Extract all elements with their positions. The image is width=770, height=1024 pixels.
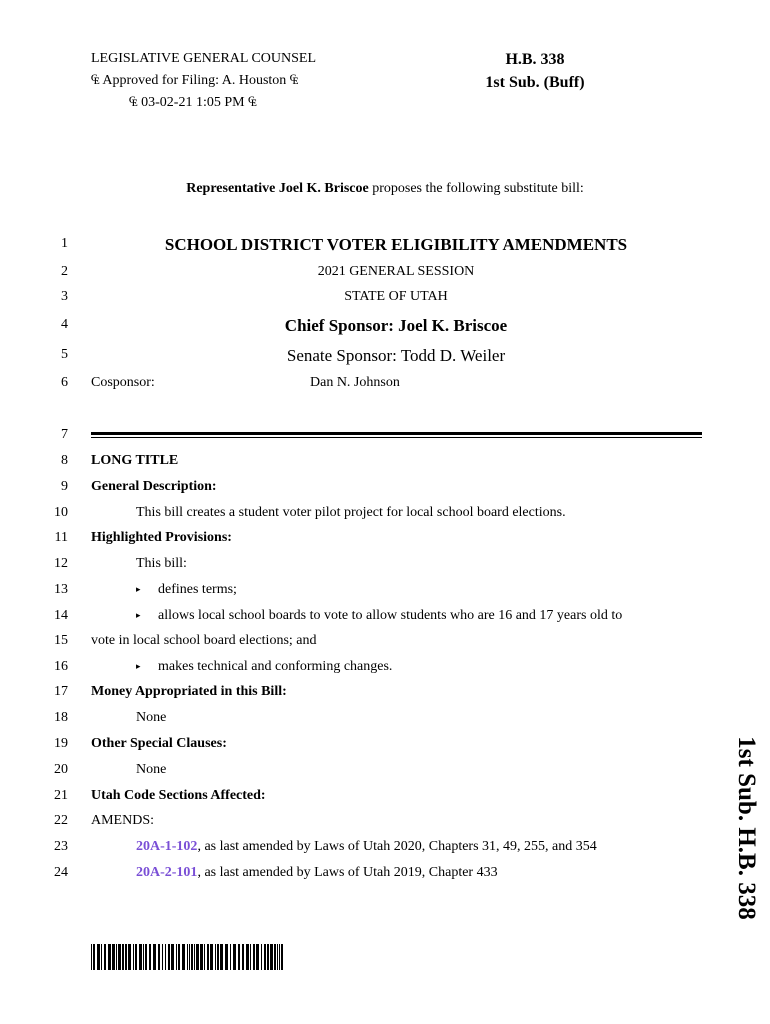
general-description-heading: General Description:	[91, 479, 217, 494]
session-label: 2021 GENERAL SESSION	[317, 264, 475, 279]
intro-sponsor: Representative Joel K. Briscoe	[186, 181, 369, 196]
line-number: 5	[61, 347, 68, 362]
barcode-bar	[112, 944, 115, 970]
line-number: 11	[54, 530, 68, 545]
barcode-bar	[230, 944, 231, 970]
senate-sponsor: Senate Sponsor: Todd D. Weiler	[286, 346, 506, 365]
barcode-bar	[191, 944, 193, 970]
barcode-bar	[162, 944, 163, 970]
barcode-bar	[250, 944, 251, 970]
line-number: 2	[61, 264, 68, 279]
barcode-bar	[242, 944, 244, 970]
barcode-bar	[116, 944, 117, 970]
line-number: 18	[54, 710, 68, 725]
amended-section: 20A-1-102, as last amended by Laws of Utah 2020, Chapters 31, 49, 255, and 354	[136, 839, 597, 854]
barcode-bar	[122, 944, 124, 970]
money-appropriated-heading: Money Appropriated in this Bill:	[91, 684, 287, 699]
amends-label: AMENDS:	[91, 813, 155, 828]
amended-section: 20A-2-101, as last amended by Laws of Utah 2019, Chapter 433	[136, 865, 498, 880]
general-description-text: This bill creates a student voter pilot project for local school board elections.	[136, 505, 566, 520]
barcode-bar	[215, 944, 216, 970]
barcode-bar	[200, 944, 203, 970]
line-number: 7	[61, 427, 68, 442]
barcode-bar	[153, 944, 156, 970]
special-clauses-value: None	[136, 762, 167, 777]
line-number: 21	[54, 788, 68, 803]
code-section-link[interactable]: 20A-2-101	[136, 865, 198, 880]
line-number: 1	[61, 236, 68, 251]
line-number: 20	[54, 762, 68, 777]
approval-datetime: ₠ 03-02-21 1:05 PM ₠	[129, 95, 257, 110]
barcode-bar	[277, 944, 278, 970]
bill-title: SCHOOL DISTRICT VOTER ELIGIBILITY AMENDMENTS	[164, 235, 628, 254]
barcode-bar	[270, 944, 273, 970]
line-number: 13	[54, 582, 68, 597]
line-number: 24	[54, 865, 68, 880]
state-label: STATE OF UTAH	[344, 289, 448, 304]
barcode-bar	[194, 944, 195, 970]
code-section-link[interactable]: 20A-1-102	[136, 839, 198, 854]
barcode-bar	[274, 944, 276, 970]
barcode-bar	[91, 944, 92, 970]
provision-item: ▸ allows local school boards to vote to allow students who are 16 and 17 years old to	[136, 608, 623, 623]
approval-line: ₠ Approved for Filing: A. Houston ₠	[91, 73, 299, 88]
barcode-bar	[97, 944, 100, 970]
barcode-bar	[253, 944, 255, 970]
line-number: 6	[61, 375, 68, 390]
line-number: 23	[54, 839, 68, 854]
barcode-bar	[279, 944, 280, 970]
barcode-bar	[104, 944, 106, 970]
barcode-bar	[118, 944, 121, 970]
barcode-bar	[233, 944, 236, 970]
provision-item-continued: vote in local school board elections; and	[91, 633, 317, 648]
cosponsor-label: Cosponsor:	[91, 375, 155, 390]
chief-sponsor: Chief Sponsor: Joel K. Briscoe	[284, 316, 508, 335]
barcode-bar	[281, 944, 283, 970]
barcode-bar	[256, 944, 259, 970]
sidebar-bill-label: 1st Sub. H.B. 338	[733, 736, 760, 920]
header-office-block	[91, 48, 316, 114]
bill-id-block	[460, 48, 610, 94]
barcode-bar	[171, 944, 174, 970]
barcode-bar	[125, 944, 127, 970]
line-number: 3	[61, 289, 68, 304]
bullet-icon: ▸	[136, 610, 141, 620]
barcode-bar	[133, 944, 134, 970]
barcode-bar	[207, 944, 209, 970]
barcode-bar	[204, 944, 205, 970]
barcode-bar	[93, 944, 95, 970]
line-number: 15	[54, 633, 68, 648]
barcode-bar	[158, 944, 160, 970]
line-number: 12	[54, 556, 68, 571]
special-clauses-heading: Other Special Clauses:	[91, 736, 227, 751]
barcode-bar	[264, 944, 266, 970]
barcode-bar	[210, 944, 213, 970]
highlighted-provisions-heading: Highlighted Provisions:	[91, 530, 232, 545]
barcode-bar	[143, 944, 144, 970]
line-number: 16	[54, 659, 68, 674]
barcode-bar	[128, 944, 131, 970]
line-number: 14	[54, 608, 68, 623]
line-number: 9	[61, 479, 68, 494]
barcode-bar	[261, 944, 262, 970]
office-name: LEGISLATIVE GENERAL COUNSEL	[91, 51, 317, 66]
line-number: 8	[61, 453, 68, 468]
barcode-bar	[149, 944, 151, 970]
cosponsor-name: Dan N. Johnson	[310, 375, 400, 390]
line-number: 4	[61, 317, 68, 332]
barcode-bar	[178, 944, 180, 970]
long-title-heading: LONG TITLE	[91, 453, 179, 468]
barcode-bar	[168, 944, 170, 970]
barcode-bar	[187, 944, 188, 970]
line-number: 22	[54, 813, 68, 828]
provisions-intro: This bill:	[136, 556, 187, 571]
title-divider-thick	[91, 432, 702, 435]
bill-number: H.B. 338	[505, 51, 565, 68]
line-number: 17	[54, 684, 68, 699]
barcode-bar	[135, 944, 137, 970]
provision-item: ▸ makes technical and conforming changes.	[136, 659, 393, 674]
barcode-bar	[220, 944, 223, 970]
barcode-bar	[238, 944, 240, 970]
barcode-image	[91, 944, 285, 970]
line-number: 10	[54, 505, 68, 520]
substitute-intro	[0, 181, 770, 197]
intro-text: proposes the following substitute bill:	[368, 181, 584, 196]
barcode-bar	[139, 944, 142, 970]
barcode-bar	[225, 944, 228, 970]
barcode-bar	[267, 944, 269, 970]
barcode-bar	[189, 944, 190, 970]
provision-item: ▸ defines terms;	[136, 582, 237, 597]
barcode-bar	[108, 944, 111, 970]
barcode-bar	[101, 944, 102, 970]
barcode-bar	[246, 944, 249, 970]
line-number: 19	[54, 736, 68, 751]
barcode-bar	[196, 944, 199, 970]
barcode-bar	[176, 944, 177, 970]
substitute-label: 1st Sub. (Buff)	[485, 74, 585, 91]
title-divider-thin	[91, 437, 702, 438]
barcode-bar	[165, 944, 166, 970]
barcode-bar	[145, 944, 147, 970]
bullet-icon: ▸	[136, 661, 141, 671]
bullet-icon: ▸	[136, 584, 141, 594]
code-sections-heading: Utah Code Sections Affected:	[91, 788, 266, 803]
barcode-bar	[217, 944, 219, 970]
barcode-bar	[182, 944, 185, 970]
money-appropriated-value: None	[136, 710, 167, 725]
